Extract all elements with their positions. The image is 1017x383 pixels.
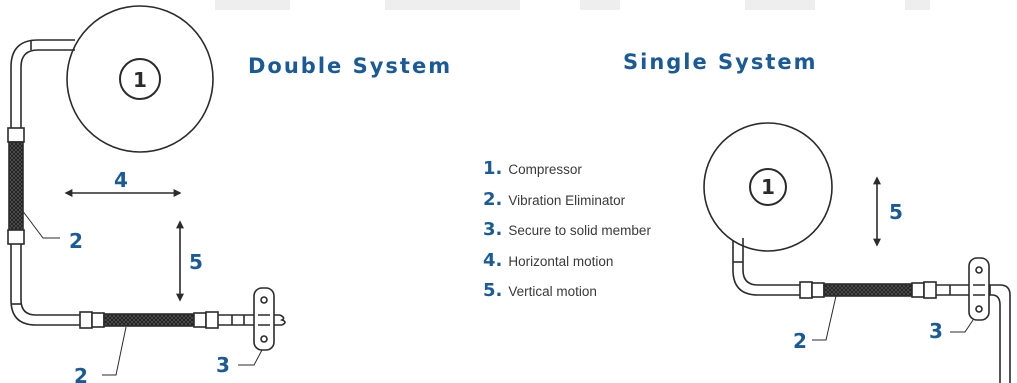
single-leader-secure <box>950 320 973 332</box>
double-system-heading: Double System <box>248 54 453 78</box>
legend-item <box>483 250 651 281</box>
double-leader-secure <box>238 350 262 365</box>
legend-item <box>483 189 651 220</box>
single-eliminator-number: 2 <box>793 329 807 353</box>
single-vibration-eliminator <box>824 284 912 296</box>
legend-label: Secure to solid member <box>508 223 651 238</box>
legend-label: Horizontal motion <box>508 253 614 269</box>
double-system-diagram <box>8 6 285 375</box>
legend-label: Vertical motion <box>508 284 597 299</box>
single-vertical-motion-number: 5 <box>889 200 903 224</box>
double-vibration-eliminator-horizontal <box>104 314 194 326</box>
single-compressor-number: 1 <box>761 175 775 199</box>
double-leader-eliminator-horizontal <box>102 327 126 375</box>
legend-number: 3. <box>483 219 503 240</box>
double-compressor-number: 1 <box>133 68 147 92</box>
double-eliminator-horizontal-number: 2 <box>74 364 88 383</box>
legend-number: 2. <box>483 188 503 210</box>
double-leader-eliminator-vertical <box>22 210 60 238</box>
legend-item <box>483 219 651 250</box>
single-secure-number: 3 <box>929 319 943 343</box>
legend-number: 4. <box>483 249 503 271</box>
single-leader-eliminator <box>812 296 836 340</box>
single-system-heading: Single System <box>623 50 818 74</box>
legend-number: 1. <box>483 158 503 179</box>
double-horizontal-motion-number: 4 <box>114 168 128 192</box>
legend-item <box>483 158 651 189</box>
legend-label: Compressor <box>508 162 582 177</box>
legend-item <box>483 280 651 311</box>
double-vibration-eliminator-vertical <box>9 142 23 230</box>
double-vertical-motion-number: 5 <box>189 250 203 274</box>
double-eliminator-vertical-number: 2 <box>69 229 83 253</box>
legend <box>483 158 651 311</box>
legend-label: Vibration Eliminator <box>508 192 626 208</box>
legend-number: 5. <box>483 280 503 301</box>
single-system-diagram <box>704 123 1010 383</box>
double-secure-number: 3 <box>216 353 230 377</box>
